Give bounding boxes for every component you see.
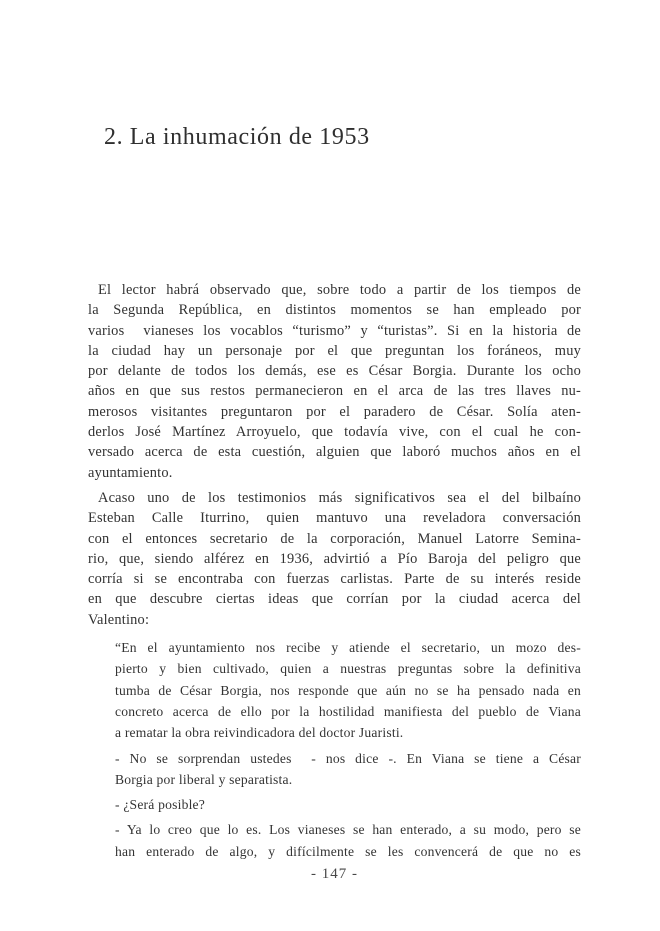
text-line: versado acerca de esta cuestión, alguien que laboró muchos años en el: [88, 444, 581, 461]
text-line: derlos José Martínez Arroyuelo, que todavía vive, con el cual he con-: [88, 424, 581, 441]
dialogue-paragraph: [115, 794, 581, 815]
dialogue-paragraph: [115, 819, 581, 862]
text-line: - Ya lo creo que lo es. Los vianeses se han enterado, a su modo, pero se: [115, 822, 581, 838]
text-line: ayuntamiento.: [88, 464, 173, 481]
dialogue-paragraph: [115, 748, 581, 791]
text-line: Esteban Calle Iturrino, quien mantuvo una reveladora conversación: [88, 510, 581, 527]
text-line: rio, que, siendo alférez en 1936, advirtió a Pío Baroja del peligro que: [88, 550, 581, 567]
text-line: “En el ayuntamiento nos recibe y atiende el secretario, un mozo des-: [115, 640, 581, 656]
text-line: Valentino:: [88, 611, 150, 628]
text-line: la Segunda República, en distintos momentos se han empleado por: [88, 302, 581, 319]
body-text: [88, 280, 581, 866]
page-number: - 147 -: [311, 866, 358, 882]
paragraph: [88, 488, 581, 630]
text-line: tumba de César Borgia, nos responde que aún no se ha pensado nada en: [115, 682, 581, 698]
text-line: con el entonces secretario de la corporación, Manuel Latorre Semina-: [88, 530, 581, 547]
text-line: merosos visitantes preguntaron por el paradero de César. Solía aten-: [88, 403, 581, 420]
text-line: Acaso uno de los testimonios más significativos sea el del bilbaíno: [98, 489, 581, 506]
paragraph: [88, 280, 581, 483]
text-line: por delante de todos los demás, ese es César Borgia. Durante los ocho: [88, 363, 581, 380]
text-line: El lector habrá observado que, sobre todo a partir de los tiempos de: [98, 282, 581, 298]
text-line: a rematar la obra reivindicadora del doctor Juaristi.: [115, 725, 404, 741]
text-line: concreto acerca de ello por la hostilidad manifiesta del pueblo de Viana: [115, 703, 581, 719]
text-line: - ¿Será posible?: [115, 797, 206, 813]
text-line: la ciudad hay un personaje por el que preguntan los foráneos, muy: [88, 342, 581, 359]
text-line: pierto y bien cultivado, quien a nuestras preguntas sobre la definitiva: [115, 661, 581, 677]
text-line: en que descubre ciertas ideas que corrían por la ciudad acerca del: [88, 591, 581, 608]
quote-paragraph: [115, 637, 581, 743]
quote-block: [115, 637, 581, 862]
text-line: - No se sorprendan ustedes - nos dice -. En Viana se tiene a César: [115, 750, 581, 766]
chapter-title: 2. La inhumación de 1953: [104, 124, 370, 150]
text-line: Borgia por liberal y separatista.: [115, 771, 293, 787]
text-line: corría si se encontraba con fuerzas carlistas. Parte de su interés reside: [88, 571, 581, 588]
text-line: han enterado de algo, y difícilmente se les convencerá de que no es: [115, 843, 581, 859]
text-line: años en que sus restos permanecieron en el arca de las tres llaves nu-: [88, 383, 581, 400]
text-line: varios vianeses los vocablos “turismo” y “turistas”. Si en la historia de: [88, 322, 581, 339]
